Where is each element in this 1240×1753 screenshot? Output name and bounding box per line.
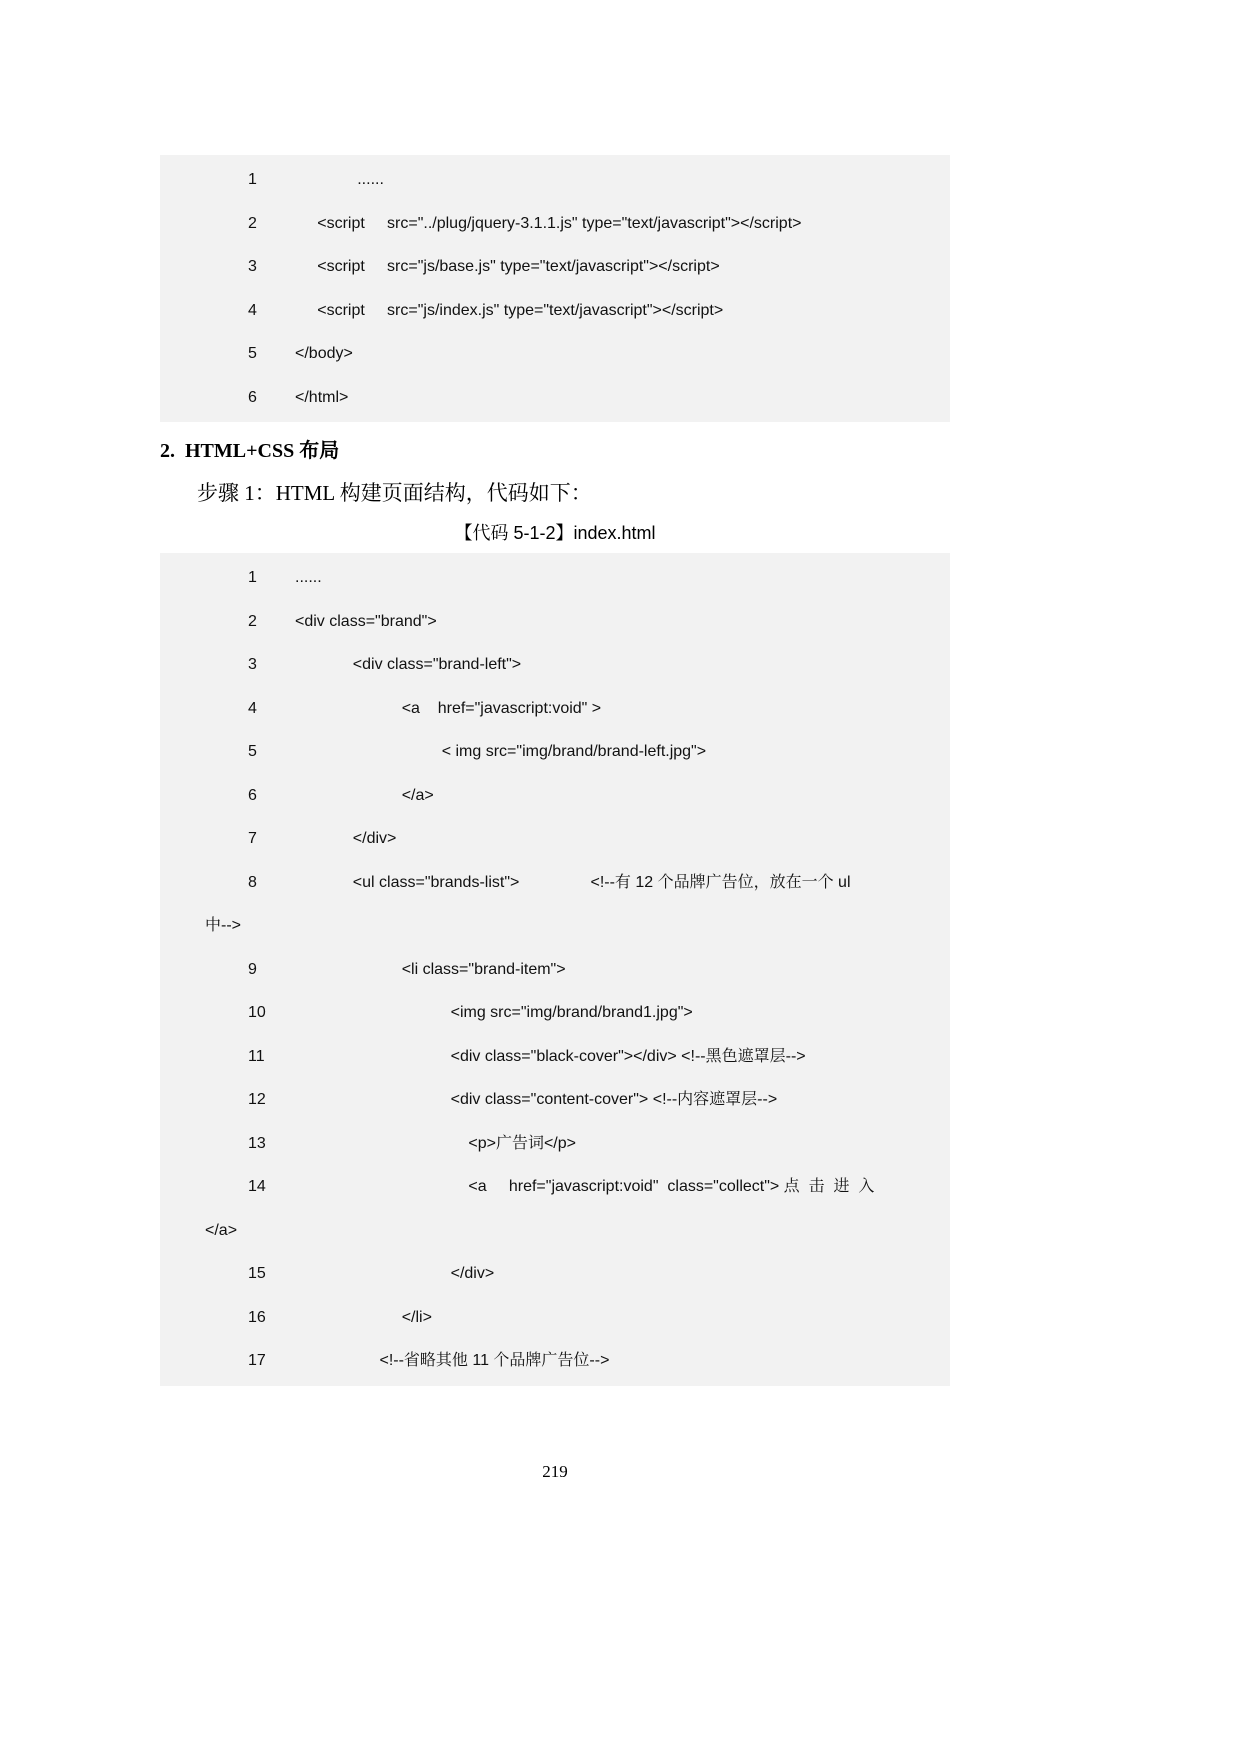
line-number: 2 bbox=[248, 612, 257, 630]
code-line bbox=[160, 1035, 950, 1079]
code-line bbox=[160, 245, 950, 289]
line-number: 7 bbox=[248, 830, 257, 847]
code-text: <div class="content-cover"> <!--内容遮罩层--> bbox=[295, 1091, 778, 1108]
line-number: 11 bbox=[248, 1047, 265, 1065]
line-number: 8 bbox=[248, 873, 257, 891]
code-text: <!--省略其他 11 个品牌广告位--> bbox=[295, 1352, 610, 1369]
code-text: </body> bbox=[295, 345, 353, 362]
code-text: <a href="javascript:void" class="collect"> 点 击 进 入 bbox=[295, 1178, 875, 1195]
code-text: <div class="brand"> bbox=[295, 612, 437, 630]
code-caption: 【代码 5-1-2】index.html bbox=[454, 523, 656, 543]
code-line bbox=[160, 948, 950, 992]
step-paragraph: 步骤 1：HTML 构建页面结构，代码如下： bbox=[197, 481, 592, 505]
code-line bbox=[160, 376, 950, 420]
code-text: <script src="../plug/jquery-3.1.1.js" type="text/javascript"></script> bbox=[295, 214, 802, 232]
code-text: </html> bbox=[295, 388, 349, 406]
line-number: 14 bbox=[248, 1178, 266, 1195]
code-text: <li class="brand-item"> bbox=[295, 960, 566, 978]
line-number: 1 bbox=[248, 569, 257, 586]
code-line bbox=[160, 556, 950, 600]
code-text: <div class="brand-left"> bbox=[295, 656, 522, 673]
code-text: </a> bbox=[205, 1221, 238, 1239]
line-number: 5 bbox=[248, 743, 257, 760]
code-line bbox=[160, 158, 950, 202]
code-listing-1 bbox=[160, 155, 950, 422]
code-line bbox=[160, 1165, 950, 1209]
code-line bbox=[160, 817, 950, 861]
line-number: 6 bbox=[248, 786, 257, 804]
code-text: <div class="black-cover"></div> <!--黑色遮罩层--> bbox=[295, 1047, 806, 1065]
code-text: <img src="img/brand/brand1.jpg"> bbox=[295, 1004, 693, 1021]
code-line bbox=[160, 1122, 950, 1166]
line-number: 3 bbox=[248, 258, 257, 275]
code-line bbox=[160, 991, 950, 1035]
section-heading: 2. HTML+CSS 布局 bbox=[160, 440, 340, 462]
code-line bbox=[160, 600, 950, 644]
code-line bbox=[160, 1296, 950, 1340]
code-text: </a> bbox=[295, 786, 434, 804]
code-line bbox=[160, 774, 950, 818]
code-line-wrap bbox=[160, 904, 950, 948]
line-number: 15 bbox=[248, 1265, 266, 1282]
code-line bbox=[160, 1339, 950, 1383]
code-line bbox=[160, 687, 950, 731]
line-number: 12 bbox=[248, 1091, 266, 1108]
code-line bbox=[160, 730, 950, 774]
line-number: 9 bbox=[248, 960, 257, 978]
code-text: </li> bbox=[295, 1308, 432, 1326]
code-line-wrap bbox=[160, 1209, 950, 1253]
code-text: </div> bbox=[295, 830, 397, 847]
line-number: 2 bbox=[248, 214, 257, 232]
code-line bbox=[160, 861, 950, 905]
line-number: 6 bbox=[248, 388, 257, 406]
line-number: 10 bbox=[248, 1004, 266, 1021]
code-line bbox=[160, 289, 950, 333]
code-text: ...... bbox=[295, 569, 322, 586]
line-number: 1 bbox=[248, 171, 257, 188]
code-line bbox=[160, 332, 950, 376]
code-text: <a href="javascript:void" > bbox=[295, 699, 602, 717]
line-number: 5 bbox=[248, 345, 257, 362]
code-line bbox=[160, 643, 950, 687]
line-number: 16 bbox=[248, 1308, 266, 1326]
line-number: 3 bbox=[248, 656, 257, 673]
line-number: 4 bbox=[248, 301, 257, 319]
code-text: <p>广告词</p> bbox=[295, 1134, 576, 1152]
code-text: </div> bbox=[295, 1265, 495, 1282]
code-text: <script src="js/base.js" type="text/javascript"></script> bbox=[295, 258, 720, 275]
code-line bbox=[160, 1078, 950, 1122]
code-text: <ul class="brands-list"> <!--有 12 个品牌广告位，放在一个 ul bbox=[295, 873, 851, 891]
page-content bbox=[160, 155, 950, 1386]
code-text: 中--> bbox=[205, 917, 242, 934]
code-line bbox=[160, 202, 950, 246]
code-text: < img src="img/brand/brand-left.jpg"> bbox=[295, 743, 707, 760]
code-text: ...... bbox=[295, 171, 384, 188]
line-number: 17 bbox=[248, 1352, 266, 1369]
line-number: 4 bbox=[248, 699, 257, 717]
code-text: <script src="js/index.js" type="text/javascript"></script> bbox=[295, 301, 724, 319]
code-listing-2 bbox=[160, 553, 950, 1386]
code-line bbox=[160, 1252, 950, 1296]
page-number: 219 bbox=[542, 1462, 568, 1481]
line-number: 13 bbox=[248, 1134, 266, 1152]
